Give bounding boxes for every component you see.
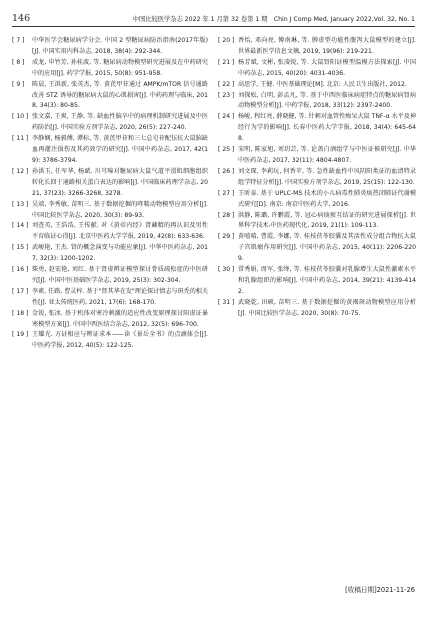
reference-item xyxy=(12,243,208,265)
reference-item xyxy=(12,221,208,243)
reference-text: 香怡, 邓向亮, 傅南琳, 等. 脾虚型功能性腹泻大鼠模型的建立[J]. 世界最新医学信息文摘, 2019, 19(96): 219-221. xyxy=(238,37,416,55)
reference-text: 张文嘉, 王爽, 王静, 等. 缺血性脑卒中的病理机制研究进展及中医药防治[J]. 中国实验方剂学杂志, 2020, 26(5): 227-240. xyxy=(32,113,208,132)
reference-item xyxy=(12,80,208,113)
reference-text: 常秀娟, 周军, 张绛, 等. 桂枝茯苓胶囊对乳腺增生大鼠性激素水平和乳腺组织的影响[J]. 中国中药杂志, 2014, 39(21): 4139-4142. xyxy=(238,266,416,295)
reference-number: [ 15 ] xyxy=(12,244,29,252)
reference-item xyxy=(218,36,416,58)
reference-number: [ 20 ] xyxy=(218,37,235,44)
reference-number: [ 29 ] xyxy=(218,233,235,241)
reference-item xyxy=(12,330,208,352)
reference-text: 柴勇, 赵宏艳, 刘红. 基于肾虚辨证模型探讨骨质疏松症的中医研究[J]. 中国中医基础医学杂志, 2019, 25(3): 302-304. xyxy=(32,266,208,284)
page-number: 146 xyxy=(12,13,31,24)
reference-item xyxy=(218,145,416,167)
reference-item xyxy=(12,265,208,287)
reference-item xyxy=(218,80,416,91)
reference-text: 刘探松, 白明, 彭孟凡, 等. 基于中西医临床病症特点的糖尿病肾病动物模型分析[J]. 中药学报, 2018, 33(12): 2397-2400. xyxy=(238,91,416,110)
reference-number: [ 27 ] xyxy=(218,189,235,197)
reference-number: [ 18 ] xyxy=(12,309,29,317)
reference-item xyxy=(218,91,416,113)
reference-text: 金锐, 张冰. 基于机体对寒冷刺激的适应性改变原理探讨阳虚证暴寒模型方案[J]. 中国中西医结合杂志, 2012, 32(5): 696-700. xyxy=(32,309,208,328)
reference-item xyxy=(12,200,208,222)
reference-number: [ 25 ] xyxy=(218,146,235,154)
reference-text: 李素, 任路, 曹灵梓. 基于"肾其华在发"理论探讨情志与斑秃的相关性[J]. 亚太传统医药, 2021, 17(6): 168-170. xyxy=(32,287,208,306)
reference-text: 洪静, 陈璐, 许鹏霞, 等. 冠心病痰瘀互结证的研究进展探析[J]. 世界科学技术-中医药现代化, 2019, 21(1): 109-113. xyxy=(238,211,416,230)
reference-number: [ 24 ] xyxy=(218,113,235,121)
reference-text: 武晓乾, 田硕, 苗明三. 基于数据挖掘的黄褐斑动物模型应用分析[J]. 中国比较医学杂志, 2020, 30(8): 70-75. xyxy=(238,298,416,317)
reference-text: 杨峻, 程红亮, 薛晓健, 等. 针刺对血管性痴呆大鼠 TNF-α 水平及神经行为学的影响[J]. 长春中医药大学学报, 2018, 34(4): 645-648. xyxy=(238,113,416,143)
reference-number: [ 31 ] xyxy=(218,298,235,306)
reference-text: 吴端, 李秀敏, 苗明三. 基于数据挖掘的哮喘动物模型应用分析[J]. 中国比较医学杂志, 2020, 30(3): 89-93. xyxy=(32,200,208,219)
header-rule xyxy=(12,26,415,27)
reference-text: 孙洪玉, 任军华, 杨斌. 川芎嗪对糖尿病大鼠气道平滑肌细胞组织转化长回于通路相关蛋白表达的影响[J]. 中国临床药理学杂志, 2021, 37(23): 3266-3268, 3278. xyxy=(32,167,208,197)
reference-text: 杨芳斌, 文彬, 张凌锐, 等. 大鼠肾阳证模型温模方法探索[J]. 中国中药杂志, 2015, 40(20): 4031-4036. xyxy=(238,58,416,77)
reference-item xyxy=(12,167,208,200)
reference-item xyxy=(218,167,416,189)
reference-item xyxy=(218,112,416,145)
reference-number: [ 30 ] xyxy=(218,266,235,274)
reference-number: [ 11 ] xyxy=(12,135,29,143)
reference-number: [ 17 ] xyxy=(12,287,29,295)
received-date: [收稿日期]2021-11-26 xyxy=(345,586,415,594)
reference-item xyxy=(218,189,416,211)
reference-number: [ 9 ] xyxy=(12,80,25,88)
reference-number: [ 16 ] xyxy=(12,266,29,274)
reference-number: [ 28 ] xyxy=(218,211,235,219)
references-right-column xyxy=(218,36,416,320)
reference-text: 王耀光. 方证相应与辨证求本——读《景岳全书》的点滴体会[J]. 中医药学报, 2012, 40(5): 122-125. xyxy=(32,331,208,350)
page-header xyxy=(0,0,427,30)
reference-text: 陈晨, 王洪新, 张英杰, 等. 黄芪甲苷通过 AMPK/mTOR 信号通路改善 STZ 诱导的糖尿病大鼠的心肌损害[J]. 中药药理与临床, 2018, 34(3): 80-85. xyxy=(32,80,208,110)
reference-text: 刘查英, 王浩浩, 王传献. 对《黄帝内经》肾藏精的再认识及男性不育临证心得[J]. 北京中医药大学学报, 2019, 42(8): 633-636. xyxy=(32,222,208,241)
reference-item xyxy=(218,211,416,233)
reference-text: 黄嘻晴, 曹霞, 李娜, 等. 桂枝茯苓胶囊及其活性成分组合物抗大鼠子宫肌瘤作用研究[J]. 中国中药杂志, 2015, 40(11): 2206-2209. xyxy=(238,233,416,263)
running-head: 中国比较医学杂志 2022 年 1 月第 32 卷第 1 期 Chin J Comp Med, January 2022,Vol. 32, No. 1 xyxy=(132,16,415,23)
reference-item xyxy=(218,232,416,265)
reference-item xyxy=(218,298,416,320)
reference-number: [ 26 ] xyxy=(218,167,235,175)
reference-number: [ 19 ] xyxy=(12,331,29,339)
reference-item xyxy=(218,58,416,80)
references-left-column xyxy=(12,36,208,352)
reference-item xyxy=(12,58,208,80)
reference-item xyxy=(218,265,416,298)
reference-text: 刘文琛, 李莉玩, 何香苹, 等. 急性缺血性中风阴阳类证的血清特录组学特征分析[J]. 中国实验方剂学杂志, 2019, 25(15): 122-130. xyxy=(238,167,416,186)
reference-number: [ 7 ] xyxy=(12,37,25,44)
reference-text: 李静娴, 杨毅傅, 谭标, 等. 黄芪甲苷和三七总皂苷配伍抗大鼠脑缺血再灌注损伤及其药效学的研究[J]. 中国中药杂志, 2017, 42(19): 3786-3794. xyxy=(32,135,208,164)
reference-text: 武峻艳, 王杰. 肾的概念演变与功能应象[J]. 中华中医药杂志, 2017, 32(3): 1200-1202. xyxy=(32,244,208,263)
reference-item xyxy=(12,287,208,309)
reference-number: [ 13 ] xyxy=(12,200,29,208)
reference-text: 王昕泰. 基于 UPLC-MS 技术的小儿病毒性肺炎痰热闭肺证代谢模式研究[D]. 南京: 南京中医药大学, 2016. xyxy=(238,189,416,208)
reference-item xyxy=(12,309,208,331)
reference-number: [ 22 ] xyxy=(218,80,235,88)
reference-number: [ 14 ] xyxy=(12,222,29,230)
reference-number: [ 23 ] xyxy=(218,91,235,99)
reference-text: 高思学, 王健. 中医基础理论[M]. 北京: 人民卫生出版社, 2012. xyxy=(238,80,407,88)
reference-text: 中华医学会糖尿病学分会. 中国 2 型糖尿病防治指南(2017年版)[J]. 中国实用内科杂志, 2018, 38(4): 292-344. xyxy=(32,37,208,55)
reference-text: 宋明, 陈家旭, 刘玥芸, 等. 论盖白酒组学与中医证候研究[J]. 中华中医药杂志, 2017, 32(11): 4804-4807. xyxy=(238,146,416,164)
reference-number: [ 21 ] xyxy=(218,58,235,66)
reference-number: [ 12 ] xyxy=(12,167,29,175)
reference-item xyxy=(12,36,208,58)
reference-text: 成龙, 申竹芳, 孙桂波, 等. 糖尿病动物模型研究进展及在中药研究中的应用[J]. 药学学报, 2015, 50(8): 951-958. xyxy=(32,58,208,77)
reference-item xyxy=(12,112,208,134)
reference-number: [ 10 ] xyxy=(12,113,29,121)
reference-number: [ 8 ] xyxy=(12,58,25,66)
reference-item xyxy=(12,134,208,167)
